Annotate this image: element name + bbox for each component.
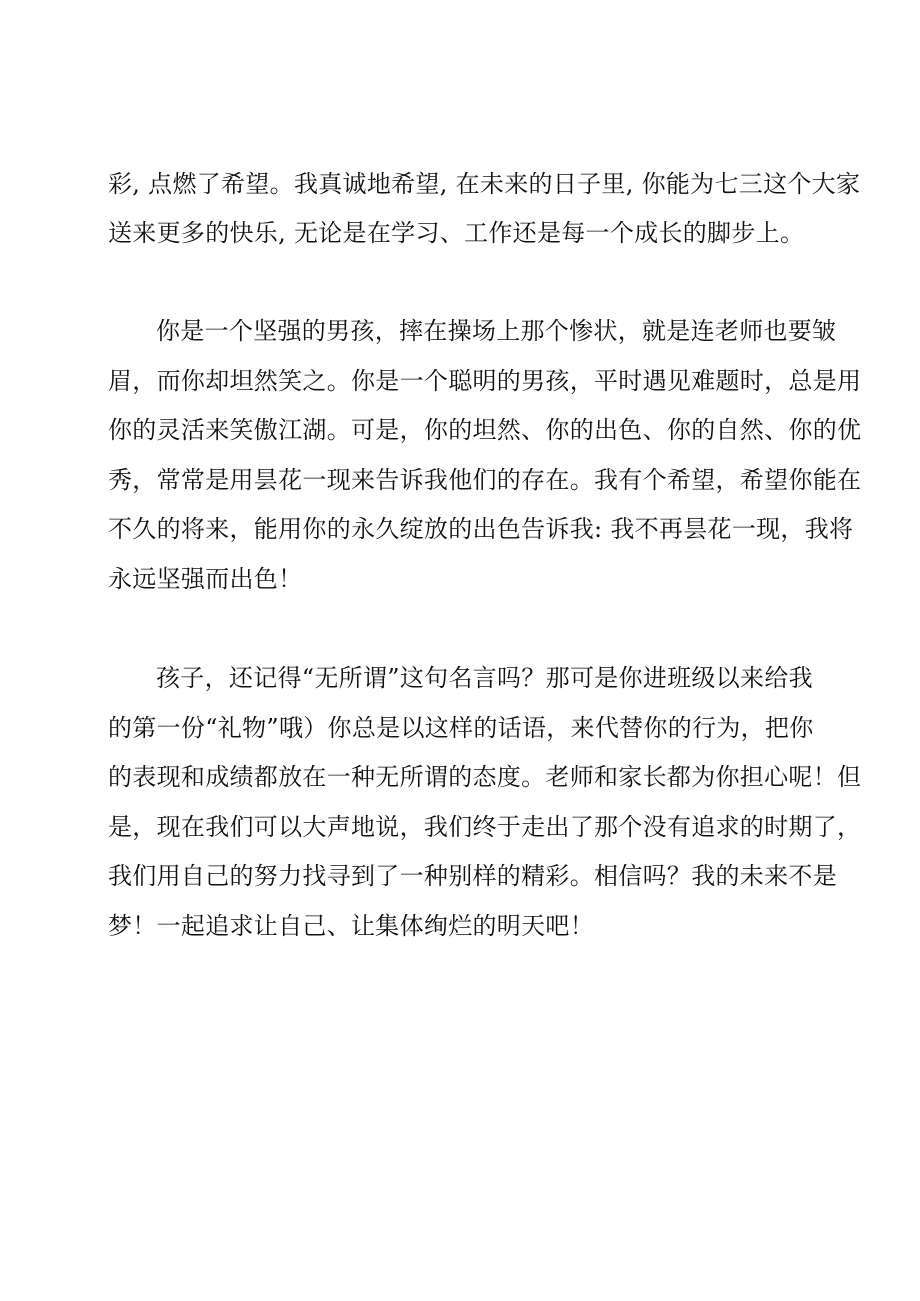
paragraph-2-line-5: 不久的将来，能用你的永久绽放的出色告诉我: 我不再昙花一现，我将 [108, 515, 854, 543]
paragraph-1-line-2: 送来更多的快乐, 无论是在学习、工作还是每一个成长的脚步上。 [108, 219, 805, 247]
paragraph-3-line-3: 的表现和成绩都放在一种无所谓的态度。老师和家长都为你担心呢！但 [108, 763, 862, 791]
paragraph-3-line-1: 孩子，还记得“无所谓”这句名言吗？那可是你进班级以来给我 [156, 664, 813, 692]
paragraph-2-line-3: 你的灵活来笑傲江湖。可是，你的坦然、你的出色、你的自然、你的优 [108, 416, 862, 444]
paragraph-2-line-1: 你是一个坚强的男孩，摔在操场上那个惨状，就是连老师也要皱 [156, 317, 837, 345]
paragraph-2-line-4: 秀，常常是用昙花一现来告诉我他们的存在。我有个希望，希望你能在 [108, 466, 862, 494]
paragraph-2-line-2: 眉，而你却坦然笑之。你是一个聪明的男孩，平时遇见难题时，总是用 [108, 367, 862, 395]
paragraph-2-line-6: 永远坚强而出色！ [108, 565, 303, 593]
paragraph-1-line-1: 彩, 点燃了希望。我真诚地希望, 在未来的日子里, 你能为七三这个大家 [108, 170, 861, 198]
paragraph-3-line-2: 的第一份“礼物”哦）你总是以这样的话语，来代替你的行为，把你 [108, 714, 814, 742]
paragraph-3-line-6: 梦！一起追求让自己、让集体绚烂的明天吧！ [108, 912, 594, 940]
paragraph-3-line-5: 我们用自己的努力找寻到了一种别样的精彩。相信吗？我的未来不是 [108, 862, 837, 890]
paragraph-3-line-4: 是，现在我们可以大声地说，我们终于走出了那个没有追求的时期了， [108, 813, 862, 841]
